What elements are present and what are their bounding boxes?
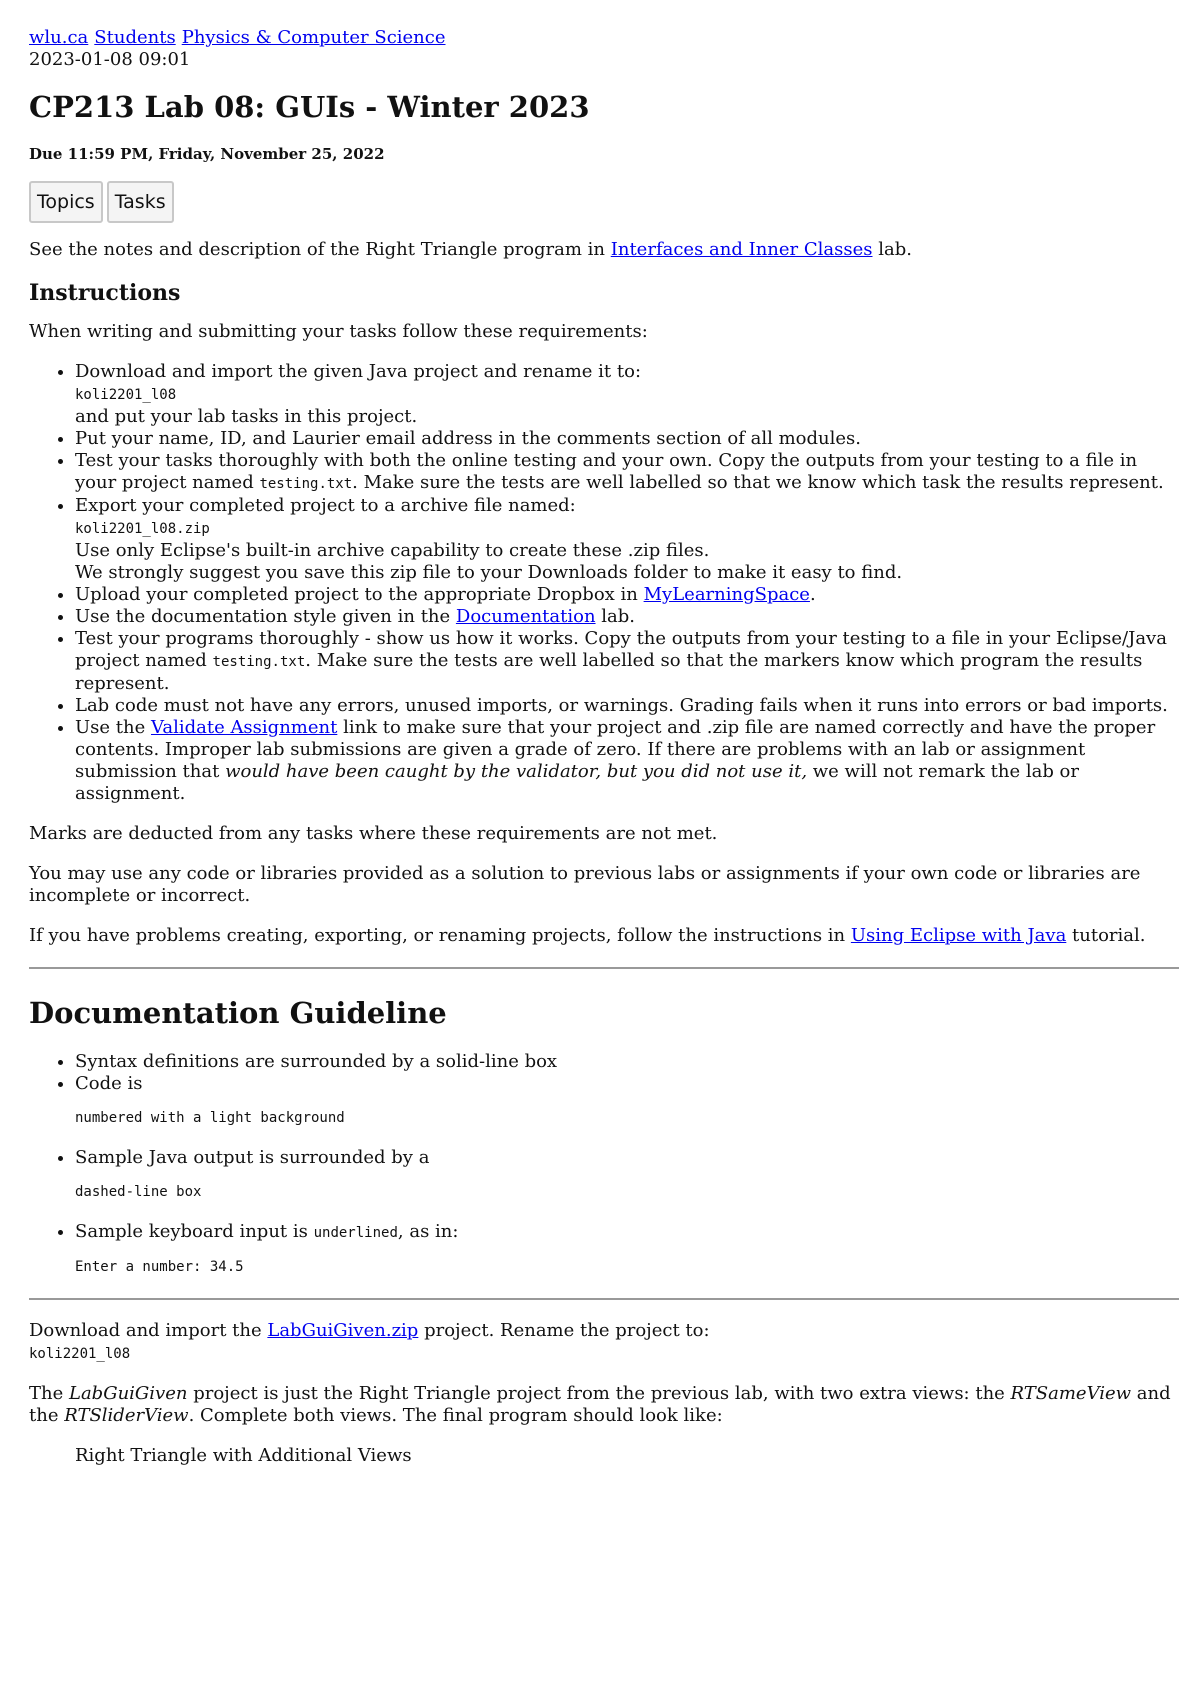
list-item: • Use the Validate Assignment link to make sure that your project and .zip file are named correctly and have the proper contents. Improper lab submissions are given a grade of zero. If there are problems with an lab or assignment submission that would have been caught by the validator, but you did not use it, we will not remark the lab or assignment.: [75, 717, 1179, 805]
list-item: • Sample Java output is surrounded by a dashed-line box: [75, 1147, 1179, 1203]
list-item: • Upload your completed project to the appropriate Dropbox in MyLearningSpace.: [75, 584, 1179, 606]
project-name-code: koli2201_l08: [75, 387, 177, 403]
validate-assignment-link[interactable]: Validate Assignment: [150, 717, 338, 738]
documentation-heading: Documentation Guideline: [29, 996, 447, 1030]
divider: [29, 967, 1179, 969]
figure-caption: Right Triangle with Additional Views: [75, 1445, 412, 1466]
list-item: • Put your name, ID, and Laurier email address in the comments section of all modules.: [75, 428, 1179, 450]
list-item: • Download and import the given Java project and rename it to: koli2201_l08 and put your lab tasks in this project.: [75, 361, 1179, 428]
page-title: CP213 Lab 08: GUIs - Winter 2023: [29, 90, 590, 124]
rename-code: koli2201_l08: [29, 1346, 131, 1362]
timestamp: 2023-01-08 09:01: [29, 49, 191, 70]
list-item: • Lab code must not have any errors, unused imports, or warnings. Grading fails when it runs into errors or bad imports.: [75, 695, 1179, 717]
libraries-paragraph: You may use any code or libraries provided as a solution to previous labs or assignments if your own code or libraries are incomplete or incorrect.: [29, 863, 1141, 906]
list-item: • Test your tasks thoroughly with both the online testing and your own. Copy the outputs from your testing to a file in your project named testing.txt. Make sure the tests are well labelled so that we know which task the results represent.: [75, 450, 1179, 495]
due-date: Due 11:59 PM, Friday, November 25, 2022: [29, 145, 385, 163]
list-item: • Use the documentation style given in the Documentation lab.: [75, 606, 1179, 628]
marks-paragraph: Marks are deducted from any tasks where these requirements are not met.: [29, 823, 718, 844]
documentation-list: [29, 1051, 1179, 1278]
instructions-lead: When writing and submitting your tasks follow these requirements:: [29, 321, 648, 342]
download-paragraph: Download and import the LabGuiGiven.zip project. Rename the project to: koli2201_l08: [29, 1320, 710, 1362]
instructions-heading: Instructions: [29, 280, 181, 306]
output-sample: dashed-line box: [75, 1184, 202, 1200]
list-item: • Export your completed project to a archive file named: koli2201_l08.zip Use only Eclipse's built-in archive capability to create these .zip files. We strongly suggest you save this zip file to your Downloads folder to make it easy to find.: [75, 495, 1179, 584]
description-paragraph: The LabGuiGiven project is just the Right Triangle project from the previous lab, with two extra views: the RTSameView and the RTSliderView. Complete both views. The final program should look like:: [29, 1383, 1171, 1426]
interfaces-lab-link[interactable]: Interfaces and Inner Classes: [610, 239, 873, 260]
list-item: • Sample keyboard input is underlined, as in: Enter a number: 34.5: [75, 1221, 1179, 1278]
section-buttons: [29, 181, 1179, 223]
list-item: • Code is numbered with a light background: [75, 1073, 1179, 1129]
problems-paragraph: If you have problems creating, exporting, or renaming projects, follow the instructions in Using Eclipse with Java tutorial.: [29, 925, 1146, 946]
labguigiven-zip-link[interactable]: LabGuiGiven.zip: [267, 1320, 419, 1341]
breadcrumb: [29, 27, 1179, 49]
list-item: • Test your programs thoroughly - show us how it works. Copy the outputs from your testing to a file in your Eclipse/Java project named testing.txt. Make sure the tests are well labelled so that the markers know which program the results represent.: [75, 628, 1179, 695]
page-content: [29, 27, 1179, 1467]
tasks-button[interactable]: Tasks: [107, 181, 174, 223]
requirements-list: [29, 361, 1179, 805]
topics-button[interactable]: Topics: [29, 181, 103, 223]
list-item: • Syntax definitions are surrounded by a solid-line box: [75, 1051, 1179, 1073]
mylearningspace-link[interactable]: MyLearningSpace: [643, 584, 810, 605]
input-sample: Enter a number: 34.5: [75, 1259, 244, 1275]
zip-name-code: koli2201_l08.zip: [75, 521, 210, 537]
documentation-link[interactable]: Documentation: [455, 606, 596, 627]
breadcrumb-site-link[interactable]: wlu.ca: [29, 27, 89, 48]
intro-paragraph: See the notes and description of the Right Triangle program in Interfaces and Inner Classes lab.: [29, 239, 912, 260]
code-sample: numbered with a light background: [75, 1110, 345, 1126]
divider: [29, 1298, 1179, 1300]
breadcrumb-dept-link[interactable]: Physics & Computer Science: [181, 27, 446, 48]
eclipse-tutorial-link[interactable]: Using Eclipse with Java: [850, 925, 1067, 946]
breadcrumb-students-link[interactable]: Students: [94, 27, 176, 48]
